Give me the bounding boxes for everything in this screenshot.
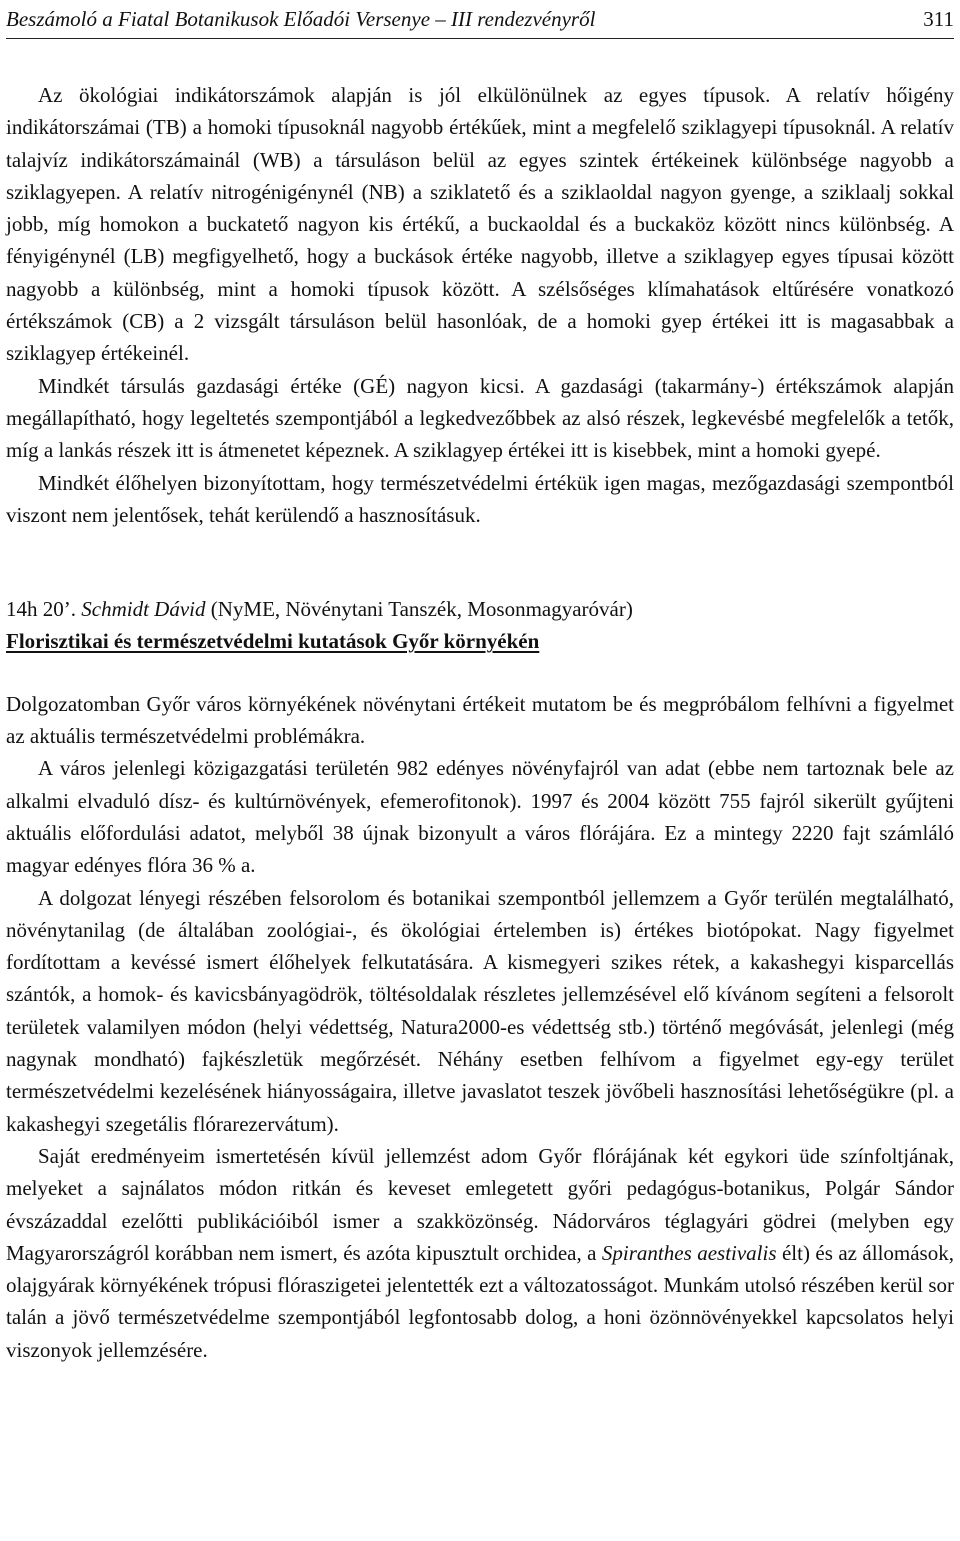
paragraph-conclusion: Mindkét élőhelyen bizonyítottam, hogy természetvédelmi értékük igen magas, mezőgazdasági szempontból viszont nem jelentősek, tehát kerülendő a hasznosításuk.	[6, 470, 954, 527]
paragraph-species-count: A város jelenlegi közigazgatási területén 982 edényes növényfajról van adat (ebbe nem tartoznak bele az alkalmi elvaduló dísz- és kultúrnövények, efemerofitonok). 1997 és 2004 között 755 fajról sikerült gyűjteni aktuális előfordulási adatot, melyből 38 újnak bizonyult a város flórájára. Ez a mintegy 2220 fajt számláló magyar edényes flóra 36 % a.	[6, 756, 954, 878]
paragraph-biotopes: A dolgozat lényegi részében felsorolom és botanikai szempontból jellemzem a Győr terülén megtalálható, növénytanilag (de általában zoológiai-, és ökológiai értelemben is) értékes biotópokat. Nagy figyelmet fordítottam a kevéssé ismert élőhelyek felkutatására. A kismegyeri szikes rétek, a kakashegyi kisparcellás szántók, a homok- és kavicsbányagödrök, töltésoldalak részletes jellemzésével elő kívánom segíteni a felsorolt területek valamilyen módon (helyi védettség, Natura2000-es védettség stb.) történő megóvását, jelenlegi (még nagynak mondható) fajkészletük megőrzését. Néhány esetben felhívom a figyelmet egy-egy terület természetvédelmi kezelésének hiányosságaira, illetve javaslatot teszek jövőbeli hasznosítási lehetőségükre (pl. a kakashegyi szegetális flórarezervátum).	[6, 885, 954, 1136]
talk-time: 14h 20’.	[6, 597, 76, 622]
historical-flora-text-1: Saját eredményeim ismertetésén kívül jellemzést adom Győr flórájának két egykori üde színfoltjának, melyeket a sajnálatos módon ritkán és keveset emlegetett győri pedagógus-botanikus, Polgár Sándor évszázaddal ezelőtti publikációiból ismer a szakközönség. Nádorváros téglagyári gödrei (melyben egy Magyarországról korábban nem ismert, és azóta kipusztult orchidea, a	[6, 1143, 954, 1265]
running-header	[6, 0, 954, 39]
talk-author: Schmidt Dávid	[81, 597, 206, 622]
species-name: Spiranthes aestivalis	[601, 1240, 777, 1265]
talk-affiliation: (NyME, Növénytani Tanszék, Mosonmagyaróvár)	[210, 597, 633, 622]
page-number: 311	[923, 6, 954, 31]
title-spacer	[6, 658, 954, 688]
talk-byline	[6, 593, 954, 625]
talk-heading	[6, 593, 954, 658]
talk-title-line	[6, 625, 954, 657]
article-body	[6, 79, 954, 1366]
talk-title: Florisztikai és természetvédelmi kutatások Győr környékén	[6, 629, 540, 654]
running-title: Beszámoló a Fiatal Botanikusok Előadói Versenye – III rendezvényről	[6, 6, 596, 31]
paragraph-historical-flora	[6, 1140, 954, 1366]
paragraph-economic-value: Mindkét társulás gazdasági értéke (GÉ) nagyon kicsi. A gazdasági (takarmány-) értékszámok alapján megállapítható, hogy legeltetés szempontjából a legkedvezőbbek az alsó részek, legkevésbé megfelelők a tetők, míg a lankás részek itt is átmenetet képeznek. A sziklagyep értékei itt is kisebbek, mint a homoki gyepé.	[6, 373, 954, 463]
historical-flora-text-2: élt) és az állomások, olajgyárak környékének trópusi flóraszigetei jelentették ezt a változatosságot. Munkám utolsó részében kerül sor talán a jövő természetvédelme szempontjából legfontosabb dolog, a honi özönnövényekkel kapcsolatos helyi viszonyok jellemzésére.	[6, 1240, 954, 1362]
paragraph-intro: Dolgozatomban Győr város környékének növénytani értékeit mutatom be és megpróbálom felhívni a figyelmet az aktuális természetvédelmi problémákra.	[6, 691, 954, 749]
section-spacer	[6, 531, 954, 593]
paragraph-ecological-indicators: Az ökológiai indikátorszámok alapján is jól elkülönülnek az egyes típusok. A relatív hőigény indikátorszámai (TB) a homoki típusoknál nagyobb értékűek, mint a megfelelő sziklagyepi típusoknál. A relatív talajvíz indikátorszámainál (WB) a társuláson belül az egyes szintek értékeinek különbsége nagyobb a sziklagyepen. A relatív nitrogénigénynél (NB) a sziklatető és a sziklaoldal nagyon gyenge, a sziklaalj sokkal jobb, míg homokon a buckatető nagyon kis értékű, a buckaoldal és a buckaköz között nincs különbség. A fényigénynél (LB) megfigyelhető, hogy a buckások értéke nagyobb, illetve a sziklagyep egyes típusai között nagyobb a különbség, mint a homoki típusok között. A szélsőséges klímahatások eltűrésére vonatkozó értékszámok (CB) a 2 vizsgált társuláson belül hasonlóak, de a homoki gyep értékei itt is magasabbak a sziklagyep értékeinél.	[6, 83, 954, 366]
